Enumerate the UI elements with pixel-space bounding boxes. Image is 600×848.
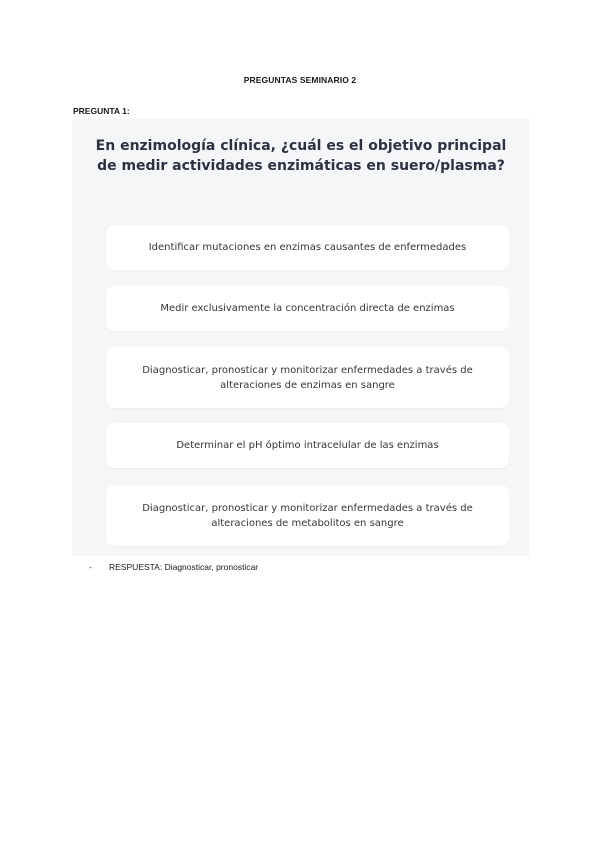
- answer-option-5-text: Diagnosticar, pronosticar y monitorizar enfermedades a través de alteraciones de metabolitos en sangre: [142, 502, 473, 529]
- quiz-question-text: En enzimología clínica, ¿cuál es el objetivo principal de medir actividades enzimáticas en suero/plasma?: [95, 138, 507, 174]
- answer-option-4[interactable]: [106, 423, 509, 468]
- answer-option-1[interactable]: [106, 225, 509, 270]
- list-bullet-dash: -: [89, 562, 92, 572]
- answer-line: [89, 562, 258, 572]
- answer-option-2-text: Medir exclusivamente la concentración directa de enzimas: [160, 303, 455, 314]
- answer-option-1-text: Identificar mutaciones en enzimas causantes de enfermedades: [148, 242, 467, 253]
- question-label: PREGUNTA 1:: [73, 106, 130, 116]
- document-title: PREGUNTAS SEMINARIO 2: [243, 75, 357, 85]
- answer-option-3-text: Diagnosticar, pronosticar y monitorizar enfermedades a través de alteraciones de enzimas en sangre: [142, 364, 473, 391]
- answer-option-4-text: Determinar el pH óptimo intracelular de las enzimas: [176, 440, 439, 451]
- answer-option-5[interactable]: [106, 485, 509, 546]
- answer-option-3[interactable]: [106, 347, 509, 408]
- answer-option-2[interactable]: [106, 286, 509, 331]
- answer-text: RESPUESTA: Diagnosticar, pronosticar: [109, 562, 259, 572]
- quiz-screenshot-panel: [72, 119, 529, 556]
